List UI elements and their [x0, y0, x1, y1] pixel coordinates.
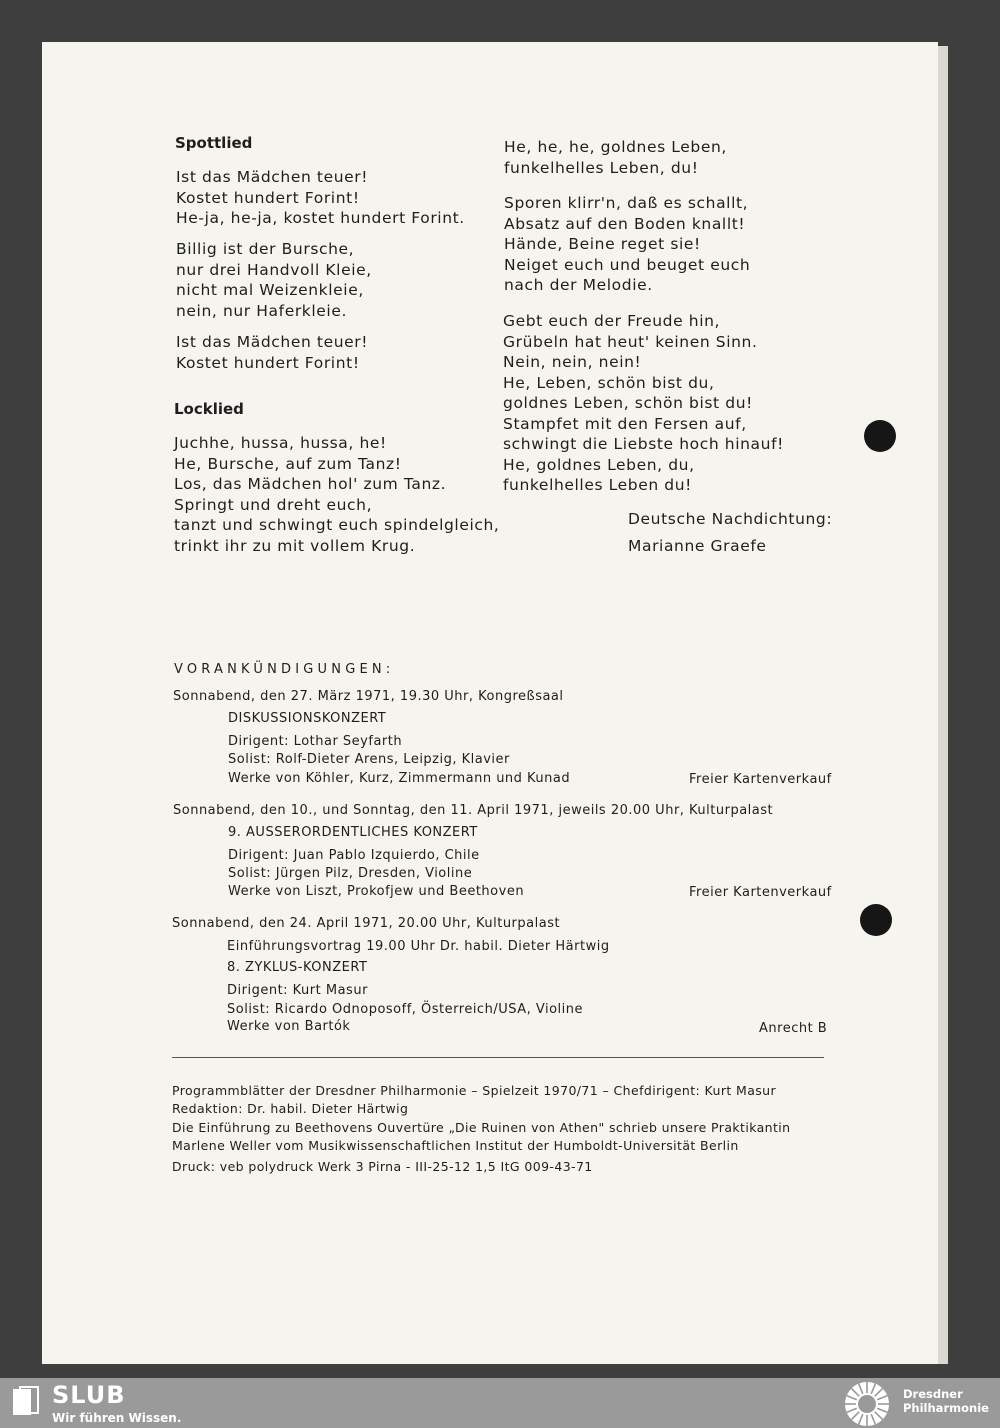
right-stanza-3: Gebt euch der Freude hin, Grübeln hat heut' keinen Sinn. Nein, nein, nein! He, Leben, schön bist du, goldnes Leben, schön bist du! Stampfet mit den Fersen auf, schwingt die Liebste hoch hinauf! He, goldnes Leben, du, funkelhelles Leben du! — [503, 312, 784, 494]
event-2-works: Werke von Liszt, Prokofjew und Beethoven — [228, 884, 525, 899]
event-3-title: 8. ZYKLUS-KONZERT — [227, 960, 368, 975]
punch-hole-bottom — [860, 904, 892, 936]
event-3-subscription-note: Anrecht B — [759, 1021, 828, 1036]
translation-credit-name: Marianne Graefe — [628, 537, 767, 555]
event-1-conductor: Dirigent: Lothar Seyfarth — [228, 734, 403, 749]
footer-line-publication: Programmblätter der Dresdner Philharmonie – Spielzeit 1970/71 – Chefdirigent: Kurt Masur — [172, 1083, 777, 1098]
event-2-title: 9. AUSSERORDENTLICHES KONZERT — [228, 825, 478, 840]
footer-line-institute: Marlene Weller vom Musikwissenschaftlichen Institut der Humboldt-Universität Berlin — [172, 1138, 739, 1153]
branding-bar — [0, 1378, 1000, 1428]
event-1-title: DISKUSSIONSKONZERT — [228, 711, 387, 726]
announcements-heading: VORANKÜNDIGUNGEN: — [174, 662, 395, 677]
event-2-soloist: Solist: Jürgen Pilz, Dresden, Violine — [228, 866, 473, 881]
event-3-date: Sonnabend, den 24. April 1971, 20.00 Uhr, Kulturpalast — [172, 916, 561, 931]
event-1-soloist: Solist: Rolf-Dieter Arens, Leipzig, Klavier — [228, 752, 510, 767]
slub-logo-text: SLUB — [52, 1381, 126, 1409]
locklied-stanza-1: Juchhe, hussa, hussa, he! He, Bursche, auf zum Tanz! Los, das Mädchen hol' zum Tanz. Springt und dreht euch, tanzt und schwingt euch spindelgleich, trinkt ihr zu mit vollem Krug. — [174, 434, 500, 555]
footer-line-editor: Redaktion: Dr. habil. Dieter Härtwig — [172, 1101, 409, 1116]
event-1-works: Werke von Köhler, Kurz, Zimmermann und Kunad — [228, 771, 571, 786]
punch-hole-top — [864, 420, 896, 452]
program-page — [42, 42, 938, 1364]
locklied-title: Locklied — [174, 400, 244, 418]
philharmonie-logo-text: Dresdner Philharmonie — [903, 1387, 989, 1415]
event-3-works: Werke von Bartók — [227, 1019, 351, 1034]
right-stanza-1: He, he, he, goldnes Leben, funkelhelles Leben, du! — [504, 138, 727, 177]
spottlied-stanza-2: Billig ist der Bursche, nur drei Handvoll Kleie, nicht mal Weizenkleie, nein, nur Haferkleie. — [176, 240, 372, 320]
footer-line-intro-credit: Die Einführung zu Beethovens Ouvertüre „Die Ruinen von Athen" schrieb unsere Praktikantin — [172, 1120, 791, 1135]
event-3-conductor: Dirigent: Kurt Masur — [227, 983, 368, 998]
spottlied-stanza-1: Ist das Mädchen teuer! Kostet hundert Forint! He-ja, he-ja, kostet hundert Forint. — [176, 168, 465, 227]
event-2-ticket-note: Freier Kartenverkauf — [689, 885, 832, 900]
translation-credit-label: Deutsche Nachdichtung: — [628, 510, 833, 528]
event-3-intro: Einführungsvortrag 19.00 Uhr Dr. habil. Dieter Härtwig — [227, 939, 610, 954]
slub-book-icon — [12, 1386, 40, 1416]
footer-line-printer: Druck: veb polydruck Werk 3 Pirna - III-25-12 1,5 ItG 009-43-71 — [172, 1159, 593, 1174]
right-stanza-2: Sporen klirr'n, daß es schallt, Absatz auf den Boden knallt! Hände, Beine reget sie! Neiget euch und beuget euch nach der Melodie. — [504, 194, 751, 294]
event-2-date: Sonnabend, den 10., und Sonntag, den 11. April 1971, jeweils 20.00 Uhr, Kulturpalast — [173, 803, 774, 818]
event-1-date: Sonnabend, den 27. März 1971, 19.30 Uhr, Kongreßsaal — [173, 689, 564, 704]
event-2-conductor: Dirigent: Juan Pablo Izquierdo, Chile — [228, 848, 480, 863]
footer-divider — [172, 1057, 824, 1058]
spottlied-stanza-3: Ist das Mädchen teuer! Kostet hundert Forint! — [176, 333, 369, 372]
spottlied-title: Spottlied — [175, 134, 253, 152]
event-1-ticket-note: Freier Kartenverkauf — [689, 772, 832, 787]
sunburst-logo-icon — [844, 1381, 890, 1427]
event-3-soloist: Solist: Ricardo Odnoposoff, Österreich/USA, Violine — [227, 1002, 584, 1017]
slub-tagline: Wir führen Wissen. — [52, 1411, 182, 1425]
